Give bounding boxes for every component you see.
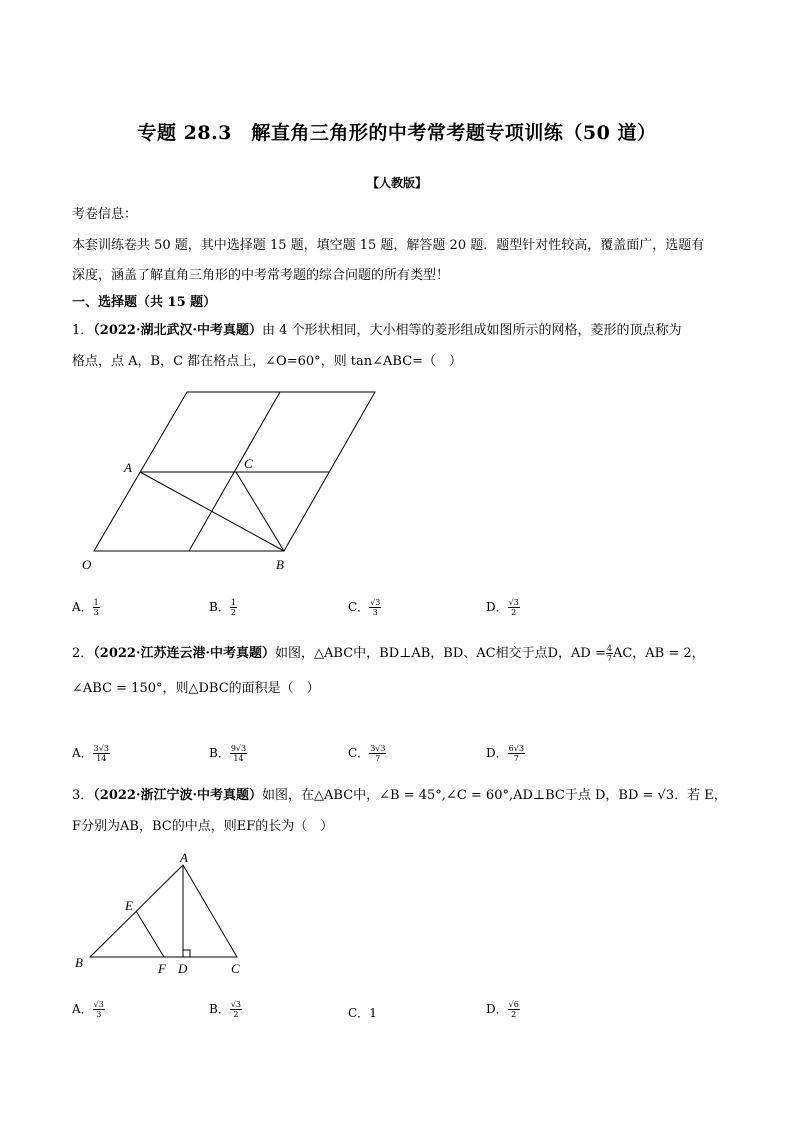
question-number: 2． (72, 646, 94, 661)
q3-option-c[interactable]: C．1 (348, 1006, 377, 1020)
question-2-line-1: 2．（2022·江苏连云港·中考真题）如图，△ABC中，BD⊥AB，BD、AC相交于点D，AD = $\frac{4}{7}$ AC，AB = 2， (72, 644, 705, 663)
question-source: （2022·湖北武汉·中考真题） (93, 323, 263, 338)
label-F: F (158, 961, 166, 976)
label-E: E (125, 898, 133, 913)
question-3-line-1 (72, 784, 727, 803)
question-1-line-1 (72, 319, 682, 338)
q1-option-c[interactable]: C． $\frac{√3}{3}$ (348, 598, 381, 617)
page-title: 专题 28.3 解直角三角形的中考常考题专项训练（50 道） (137, 122, 657, 144)
q1-option-d[interactable]: D． $\frac{√3}{2}$ (486, 598, 519, 617)
q1-option-a[interactable]: A． $\frac{1}{3}$ (72, 598, 99, 617)
question-text: 如图，△ABC中，BD⊥AB，BD、AC相交于点D，AD = (275, 646, 606, 661)
segment-AB (140, 472, 284, 551)
right-angle-marker (183, 950, 190, 957)
question-3-line-2: F分别为AB，BC的中点，则EF的长为（ ） (72, 819, 334, 834)
intro-line-1: 本套训练卷共 50 题，其中选择题 15 题，填空题 15 题，解答题 20 题．题型针对性较高，覆盖面广，选题有 (72, 238, 705, 253)
question-text-tail: AC，AB = 2， (612, 646, 705, 661)
q2-option-c[interactable]: C． $\frac{3√3}{7}$ (348, 744, 386, 763)
segment-EF (136, 911, 164, 957)
label-D: D (178, 961, 188, 976)
question-number: 3． (72, 788, 94, 803)
label-B: B (75, 955, 83, 970)
question-source: （2022·浙江宁波·中考真题） (93, 788, 263, 803)
question-2-line-2: ∠ABC = 150°，则△DBC的面积是（ ） (72, 681, 320, 696)
label-B: B (276, 557, 284, 572)
question-source: （2022·江苏连云港·中考真题） (93, 646, 276, 661)
q2-option-b[interactable]: B． $\frac{9√3}{14}$ (209, 744, 247, 763)
label-C: C (231, 961, 240, 976)
q3-option-a[interactable]: A． $\frac{√3}{3}$ (72, 1000, 104, 1019)
intro-label: 考卷信息： (72, 207, 138, 222)
question-text: 如图，在△ABC中，∠B = 45°,∠C = 60°,AD⊥BC于点 D，BD = √3．若 E， (262, 788, 727, 803)
question-text: 由 4 个形状相同，大小相等的菱形组成如图所示的网格，菱形的顶点称为 (262, 323, 682, 338)
label-A: A (124, 460, 132, 475)
q2-option-d[interactable]: D． $\frac{6√3}{7}$ (486, 744, 524, 763)
label-O: O (82, 557, 92, 572)
q3-option-d[interactable]: D． $\frac{√6}{2}$ (486, 1000, 519, 1019)
q1-rhombus-grid-figure (70, 385, 390, 580)
q2-option-a[interactable]: A． $\frac{3√3}{14}$ (72, 744, 109, 763)
section-heading: 一、选择题（共 15 题） (72, 295, 217, 310)
segment-CB (236, 472, 284, 551)
q3-triangle-figure (70, 845, 260, 980)
question-1-line-2: 格点，点 A，B，C 都在格点上，∠O=60°，则 tan∠ABC=（ ） (72, 354, 463, 369)
label-A: A (180, 850, 188, 865)
triangle-ABC (90, 865, 237, 957)
question-number: 1． (72, 323, 94, 338)
edition-label: 【人教版】 (366, 176, 427, 190)
intro-line-2: 深度，涵盖了解直角三角形的中考常考题的综合问题的所有类型！ (72, 268, 450, 283)
q1-option-b[interactable]: B． $\frac{1}{2}$ (209, 598, 236, 617)
q3-option-b[interactable]: B． $\frac{√3}{2}$ (209, 1000, 242, 1019)
label-C: C (244, 456, 253, 471)
